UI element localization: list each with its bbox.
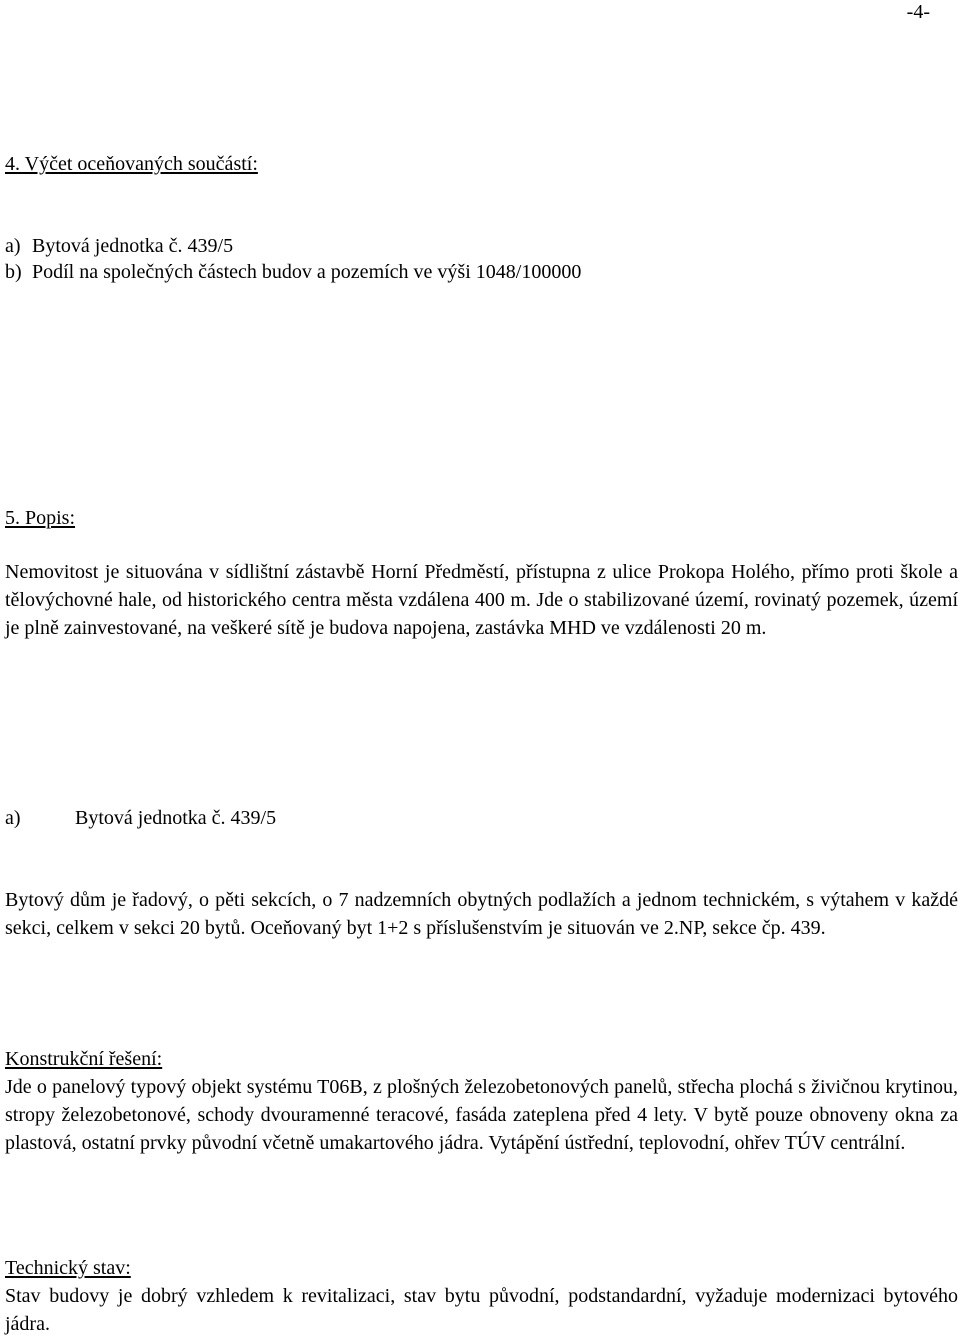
list-marker: a) (5, 235, 21, 257)
technical-heading: Technický stav: (5, 1257, 131, 1279)
building-paragraph: Bytový dům je řadový, o pěti sekcích, o 7 nadzemních obytných podlažích a jednom technickém, s výtahem v každé sekci, celkem v sekci 20 bytů. Oceňovaný byt 1+2 s příslušenstvím je situován ve 2.NP, sekce čp. 439. (5, 889, 958, 939)
list-item-text: Podíl na společných částech budov a pozemích ve výši 1048/100000 (32, 261, 582, 283)
construction-heading: Konstrukční řešení: (5, 1048, 163, 1070)
section-5-heading: 5. Popis: (5, 507, 76, 529)
list-marker: a) (5, 807, 21, 829)
location-paragraph: Nemovitost je situována v sídlištní zástavbě Horní Předměstí, přístupna z ulice Prokopa Holého, přímo proti škole a tělovýchovné hale, od historického centra města vzdálena 400 m. Jde o stabilizované území, rovinatý pozemek, území je plně zainvestované, na veškeré sítě je budova napojena, zastávka MHD ve vzdálenosti 20 m. (5, 561, 958, 639)
construction-paragraph: Jde o panelový typový objekt systému T06B, z plošných železobetonových panelů, střecha plochá s živičnou krytinou, stropy železobetonové, schody dvouramenné teracové, fasáda zateplena před 4 lety. V bytě pouze obnoveny okna za plastová, ostatní prvky původní včetně umakartového jádra. Vytápění ústřední, teplovodní, ohřev TÚV centrální. (5, 1076, 958, 1154)
list-item-text: Bytová jednotka č. 439/5 (32, 235, 234, 257)
unit-subheading (5, 804, 276, 832)
page-number: -4- (906, 1, 930, 23)
list-item (5, 258, 581, 286)
list-marker: b) (5, 261, 22, 283)
section-4-heading: 4. Výčet oceňovaných součástí: (5, 153, 258, 175)
unit-title: Bytová jednotka č. 439/5 (75, 807, 277, 829)
technical-paragraph: Stav budovy je dobrý vzhledem k revitalizaci, stav bytu původní, podstandardní, vyžaduje modernizaci bytového jádra. (5, 1285, 958, 1335)
list-item (5, 232, 233, 260)
